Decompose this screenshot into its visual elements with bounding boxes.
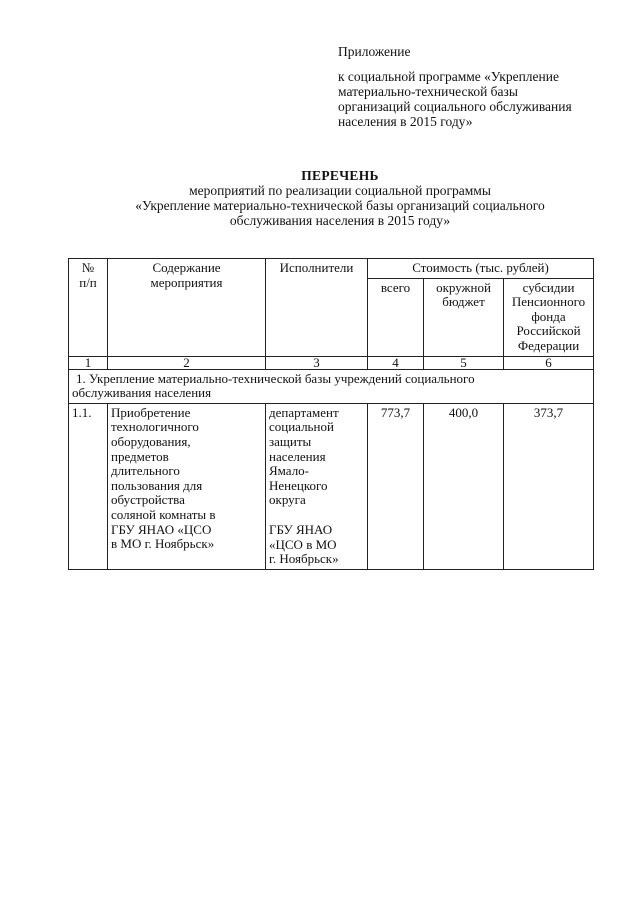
header-total: всего: [368, 278, 424, 356]
header-executors: Исполнители: [266, 259, 368, 357]
row-content-line: технологичного: [111, 419, 199, 435]
row-executors: [266, 403, 368, 569]
appendix-line: материально-технической базы: [338, 84, 518, 99]
row-content-line: оборудования,: [111, 433, 191, 449]
heading-line: мероприятий по реализации социальной программы: [189, 183, 491, 198]
header-num: [69, 259, 108, 357]
header-subsidy-line: Пенсионного: [511, 294, 586, 310]
heading-line: «Укрепление материально-технической базы организаций социального: [135, 198, 545, 213]
header-content: [108, 259, 266, 357]
header-subsidy-line: фонда: [531, 308, 566, 324]
executor-line: ГБУ ЯНАО: [269, 521, 333, 537]
executor-spacer: [269, 508, 364, 523]
row-total: 773,7: [368, 403, 424, 569]
table-row: [69, 403, 594, 569]
executor-line: защиты: [269, 433, 312, 449]
executor-line: Ямало-: [269, 463, 310, 479]
column-number: 6: [504, 356, 594, 369]
appendix-line: населения в 2015 году»: [338, 114, 473, 129]
row-content-line: в МО г. Ноябрьск»: [111, 536, 215, 552]
column-number: 5: [424, 356, 504, 369]
section-title-line: 1. Укрепление материально-технической базы учреждений социального: [76, 370, 475, 386]
row-content-line: Приобретение: [111, 404, 191, 420]
row-num: 1.1.: [69, 403, 108, 569]
section-row: [69, 369, 594, 403]
document-heading: [80, 168, 600, 228]
header-num-line: №: [81, 260, 95, 275]
header-district-line: окружной: [436, 279, 491, 295]
executor-line: г. Ноябрьск»: [269, 551, 339, 567]
header-num-line: п/п: [79, 274, 97, 290]
appendix-line: организаций социального обслуживания: [338, 99, 572, 114]
header-subsidy-line: Российской: [516, 323, 581, 339]
row-subsidy: 373,7: [504, 403, 594, 569]
row-content-line: предметов: [111, 448, 169, 464]
executor-line: населения: [269, 448, 326, 464]
header-subsidy: [504, 278, 594, 356]
table-header-row: [69, 259, 594, 279]
row-content-line: длительного: [111, 463, 180, 479]
heading-line: обслуживания населения в 2015 году»: [229, 213, 451, 228]
header-content-line: мероприятия: [150, 274, 223, 290]
document-title: ПЕРЕЧЕНЬ: [301, 168, 379, 183]
activities-table: [68, 258, 594, 570]
row-district: 400,0: [424, 403, 504, 569]
row-content: [108, 403, 266, 569]
row-content-line: обустройства: [111, 492, 185, 508]
header-district: [424, 278, 504, 356]
executor-line: «ЦСО в МО: [269, 536, 337, 552]
executor-line: Ненецкого: [269, 477, 328, 493]
section-title: [69, 369, 594, 403]
appendix-line: к социальной программе «Укрепление: [338, 69, 559, 84]
executor-line: департамент: [269, 404, 339, 420]
header-cost: Стоимость (тыс. рублей): [368, 259, 594, 279]
column-number: 2: [108, 356, 266, 369]
appendix-title: Приложение: [338, 44, 411, 59]
header-district-line: бюджет: [442, 294, 485, 310]
appendix-block: [338, 44, 618, 129]
header-content-line: Содержание: [152, 260, 221, 275]
header-subsidy-line: субсидии: [522, 279, 575, 295]
column-number: 3: [266, 356, 368, 369]
row-content-line: пользования для: [111, 477, 203, 493]
column-number: 1: [69, 356, 108, 369]
column-number-row: [69, 356, 594, 369]
section-title-line: обслуживания населения: [72, 385, 212, 401]
executor-line: социальной: [269, 419, 334, 435]
row-content-line: соляной комнаты в: [111, 506, 216, 522]
column-number: 4: [368, 356, 424, 369]
header-subsidy-line: Федерации: [517, 337, 580, 353]
executor-line: округа: [269, 492, 306, 508]
row-content-line: ГБУ ЯНАО «ЦСО: [111, 521, 212, 537]
